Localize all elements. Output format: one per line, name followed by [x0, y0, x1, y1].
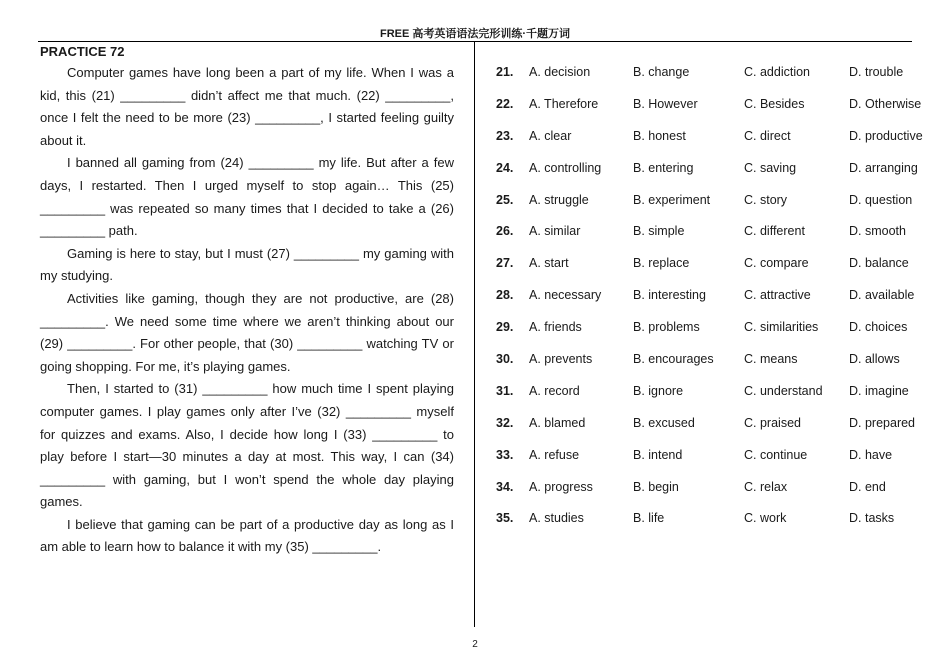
question-row-29 — [496, 320, 936, 352]
option-d: D. imagine — [849, 383, 909, 398]
question-row-22 — [496, 97, 936, 129]
option-c: C. attractive — [744, 288, 811, 303]
question-row-23 — [496, 129, 936, 161]
option-a: A. friends — [529, 320, 582, 335]
option-a: A. start — [529, 256, 569, 271]
option-b: B. experiment — [633, 192, 711, 207]
option-c: C. direct — [744, 128, 791, 143]
question-row-21 — [496, 65, 936, 97]
option-a: A. necessary — [529, 288, 602, 303]
option-b: B. life — [633, 511, 665, 526]
answer-options — [496, 65, 936, 543]
option-d: D. available — [849, 288, 915, 303]
option-b: B. encourages — [633, 352, 714, 367]
option-d: D. tasks — [849, 511, 895, 526]
option-c: C. Besides — [744, 96, 805, 111]
question-number: 22. — [496, 96, 514, 111]
passage-paragraph: I believe that gaming can be part of a productive day as long as I am able to learn how to balance it with my (35) _________. — [40, 516, 454, 555]
question-number: 30. — [496, 352, 514, 367]
option-a: A. decision — [529, 65, 591, 79]
option-d: D. trouble — [849, 65, 904, 79]
option-d: D. choices — [849, 320, 908, 335]
option-d: D. productive — [849, 128, 923, 143]
question-number: 32. — [496, 415, 514, 430]
passage-paragraph: Computer games have long been a part of my life. When I was a kid, this (21) _________ didn’t affect me that much. (22) _________, once I felt the need to be more (23) _________, I started feeling guilty about it. — [40, 65, 454, 148]
option-a: A. blamed — [529, 415, 586, 430]
option-c: C. different — [744, 224, 805, 239]
option-a: A. controlling — [529, 160, 602, 175]
option-a: A. record — [529, 383, 580, 398]
option-c: C. relax — [744, 479, 788, 494]
question-row-24 — [496, 161, 936, 193]
option-b: B. intend — [633, 447, 683, 462]
option-c: C. saving — [744, 160, 797, 175]
question-row-34 — [496, 480, 936, 512]
option-a: A. Therefore — [529, 96, 599, 111]
option-c: C. praised — [744, 415, 801, 430]
passage-paragraph: Then, I started to (31) _________ how much time I spent playing computer games. I play games only after I’ve (32) _________ myself for quizzes and exams. Also, I decide how long I (33) _________ to play before I start—30 minutes a day at most. This way, I can (34) _________ with gaming, but I won’t spend the whole day playing games. — [40, 381, 454, 510]
option-c: C. means — [744, 352, 798, 367]
option-b: B. simple — [633, 224, 685, 239]
option-c: C. understand — [744, 383, 823, 398]
option-b: B. excused — [633, 415, 695, 430]
option-d: D. balance — [849, 256, 909, 271]
question-number: 33. — [496, 447, 514, 462]
question-row-27 — [496, 256, 936, 288]
option-a: A. refuse — [529, 447, 580, 462]
question-number: 29. — [496, 320, 514, 335]
option-c: C. addiction — [744, 65, 811, 79]
page-header: FREE 高考英语语法完形训练·千题万词 — [379, 28, 571, 40]
option-a: A. clear — [529, 128, 572, 143]
option-b: B. replace — [633, 256, 690, 271]
option-b: B. honest — [633, 128, 686, 143]
passage-paragraph: Gaming is here to stay, but I must (27) _________ my gaming with my studying. — [40, 245, 454, 284]
question-row-32 — [496, 416, 936, 448]
question-number: 26. — [496, 224, 514, 239]
option-b: B. change — [633, 65, 690, 79]
question-number: 35. — [496, 511, 514, 526]
option-d: D. arranging — [849, 160, 918, 175]
option-b: B. However — [633, 96, 698, 111]
option-d: D. prepared — [849, 415, 916, 430]
question-number: 28. — [496, 288, 514, 303]
passage-paragraph: I banned all gaming from (24) _________ my life. But after a few days, I restarted. Then I urged myself to stop again… This (25) _________ was repeated so many times that I decided to take a (26) _________ path. — [40, 155, 454, 239]
option-c: C. work — [744, 511, 787, 526]
option-d: D. allows — [849, 352, 900, 367]
page-number: 2 — [472, 639, 478, 650]
option-d: D. question — [849, 192, 913, 207]
question-number: 31. — [496, 383, 514, 398]
question-row-25 — [496, 193, 936, 225]
option-a: A. similar — [529, 224, 581, 239]
question-row-33 — [496, 448, 936, 480]
question-number: 23. — [496, 128, 514, 143]
option-d: D. have — [849, 447, 893, 462]
question-row-26 — [496, 224, 936, 256]
question-row-31 — [496, 384, 936, 416]
option-c: C. similarities — [744, 320, 819, 335]
column-divider — [474, 41, 475, 627]
question-number: 24. — [496, 160, 514, 175]
option-a: A. studies — [529, 511, 584, 526]
option-c: C. compare — [744, 256, 809, 271]
option-a: A. progress — [529, 479, 593, 494]
passage — [40, 62, 454, 559]
question-row-28 — [496, 288, 936, 320]
question-row-35 — [496, 511, 936, 543]
option-b: B. problems — [633, 320, 700, 335]
header-rule — [38, 41, 912, 42]
option-c: C. story — [744, 192, 788, 207]
option-d: D. Otherwise — [849, 96, 922, 111]
question-row-30 — [496, 352, 936, 384]
option-b: B. entering — [633, 160, 694, 175]
practice-title: PRACTICE 72 — [40, 44, 125, 59]
option-a: A. prevents — [529, 352, 593, 367]
option-b: B. begin — [633, 479, 679, 494]
option-b: B. interesting — [633, 288, 706, 303]
question-number: 21. — [496, 65, 514, 79]
option-c: C. continue — [744, 447, 808, 462]
option-b: B. ignore — [633, 383, 684, 398]
question-number: 34. — [496, 479, 514, 494]
option-d: D. end — [849, 479, 886, 494]
passage-paragraph: Activities like gaming, though they are not productive, are (28) _________. We need some time where we aren’t thinking about our (29) _________. For other people, that (30) _________ watching TV or going shopping. For me, it’s playing games. — [40, 290, 454, 374]
option-a: A. struggle — [529, 192, 589, 207]
question-number: 27. — [496, 256, 514, 271]
option-d: D. smooth — [849, 224, 906, 239]
question-number: 25. — [496, 192, 514, 207]
